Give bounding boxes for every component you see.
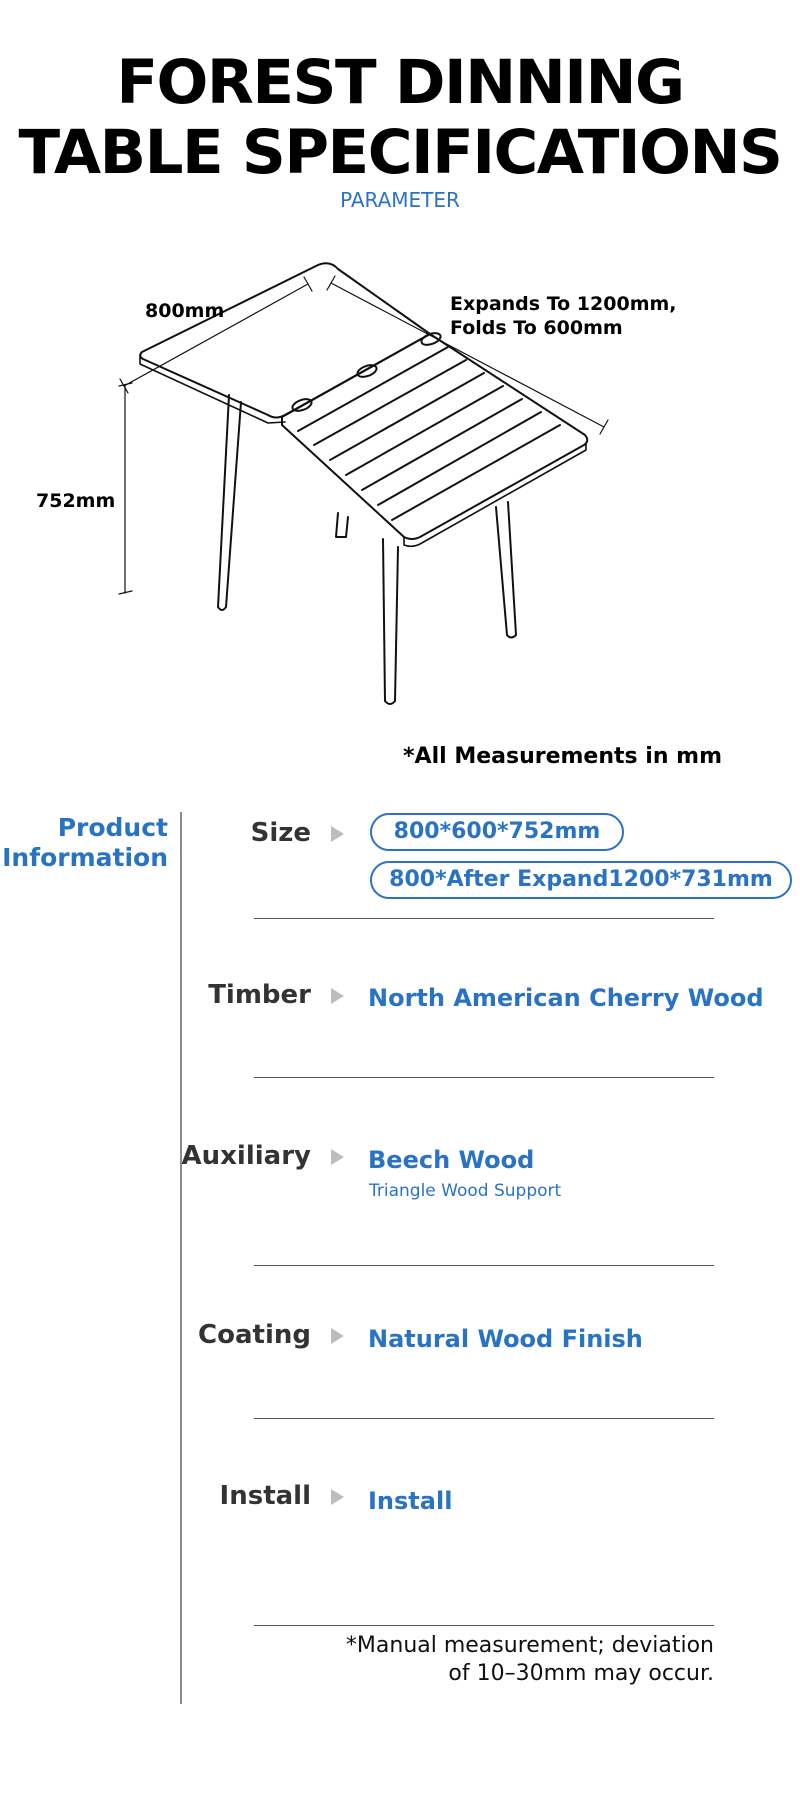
spec-label-auxiliary: Auxiliary bbox=[181, 1141, 311, 1171]
row-divider bbox=[254, 1418, 714, 1419]
arrow-right-icon bbox=[331, 826, 344, 842]
spec-value-coating: Natural Wood Finish bbox=[368, 1325, 643, 1353]
arrow-right-icon bbox=[331, 1149, 344, 1165]
footnote-line-2: of 10–30mm may occur. bbox=[448, 1661, 714, 1686]
heading-line-2: Information bbox=[2, 843, 168, 872]
vertical-divider bbox=[180, 812, 182, 1704]
title-line-1: FOREST DINNING bbox=[116, 47, 684, 118]
row-divider bbox=[254, 1077, 714, 1078]
spec-value-timber: North American Cherry Wood bbox=[368, 984, 764, 1012]
table-diagram bbox=[0, 255, 800, 725]
size-pill-2: 800*After Expand1200*731mm bbox=[370, 861, 792, 899]
heading-line-1: Product bbox=[57, 813, 168, 842]
footnote bbox=[346, 1632, 714, 1688]
spec-label-install: Install bbox=[219, 1481, 311, 1511]
table-drawing bbox=[0, 255, 800, 725]
arrow-right-icon bbox=[331, 1489, 344, 1505]
spec-subvalue-auxiliary: Triangle Wood Support bbox=[369, 1181, 562, 1201]
expand-dimension-label-2: Folds To 600mm bbox=[450, 317, 623, 339]
measurement-unit-note: *All Measurements in mm bbox=[403, 744, 722, 769]
row-divider bbox=[254, 1625, 714, 1626]
spec-label-timber: Timber bbox=[208, 980, 311, 1010]
spec-value-install: Install bbox=[368, 1487, 453, 1515]
spec-label-coating: Coating bbox=[198, 1320, 311, 1350]
expand-dimension-label-1: Expands To 1200mm, bbox=[450, 293, 677, 315]
arrow-right-icon bbox=[331, 988, 344, 1004]
height-dimension-label: 752mm bbox=[36, 490, 116, 512]
footnote-line-1: *Manual measurement; deviation bbox=[345, 1633, 714, 1658]
product-information-heading bbox=[0, 813, 168, 873]
title-line-2: TABLE SPECIFICATIONS bbox=[18, 117, 782, 188]
width-dimension-label: 800mm bbox=[145, 300, 225, 322]
spec-value-auxiliary: Beech Wood bbox=[368, 1146, 535, 1174]
page-subtitle: PARAMETER bbox=[340, 188, 460, 212]
page-title bbox=[0, 48, 800, 188]
row-divider bbox=[254, 918, 714, 919]
spec-label-size: Size bbox=[250, 818, 311, 848]
arrow-right-icon bbox=[331, 1328, 344, 1344]
size-pill-1: 800*600*752mm bbox=[370, 813, 624, 851]
row-divider bbox=[254, 1265, 714, 1266]
